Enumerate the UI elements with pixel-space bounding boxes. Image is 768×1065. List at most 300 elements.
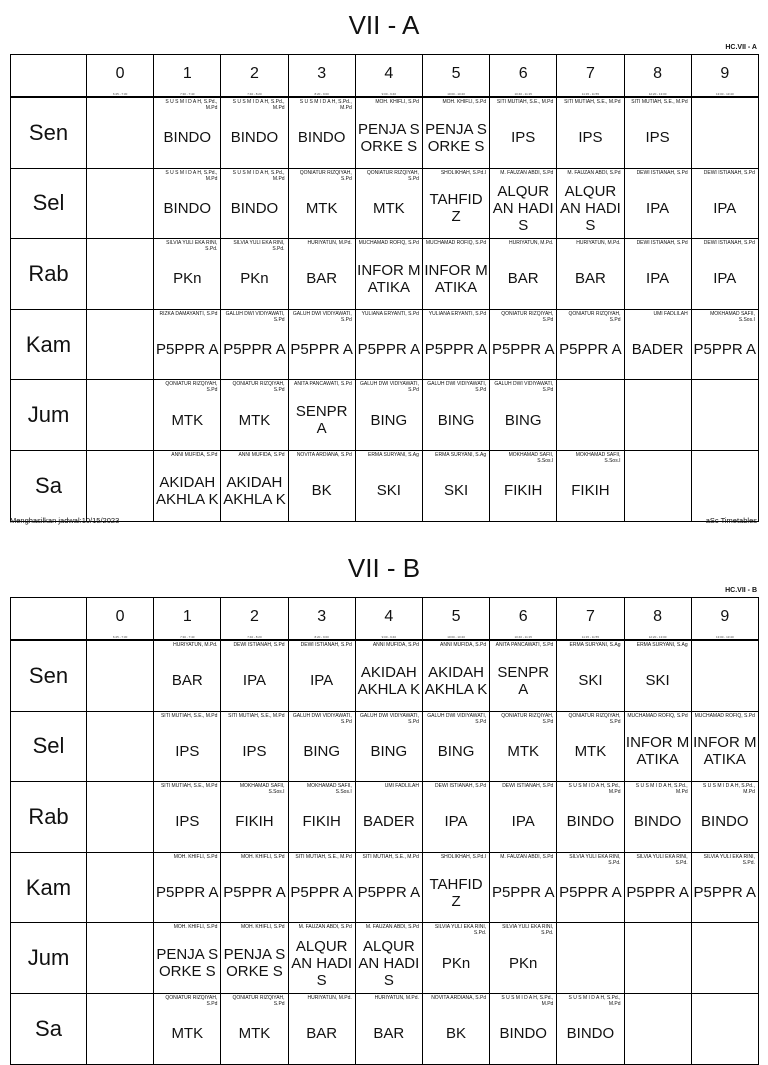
teacher-name: S U S M I D A H, S.Pd., M.Pd bbox=[232, 99, 285, 111]
teacher-name: ANNI MUFIDA, S.Pd bbox=[171, 451, 218, 458]
subject-name: P5PPR A bbox=[491, 341, 555, 359]
teacher-name: MOKHAMAD SAFII, S.Sos.I bbox=[508, 451, 554, 464]
period-time: 10:40 - 11:15 bbox=[514, 92, 532, 96]
subject-name: BINDO bbox=[701, 813, 749, 831]
day-row bbox=[11, 711, 759, 782]
teacher-name: ANITA PANCAWATI, S.Pd bbox=[495, 642, 554, 648]
teacher-name: QONIATUR RIZQIYAH, S.Pd bbox=[165, 381, 218, 394]
period-header bbox=[691, 598, 758, 641]
period-number: 6 bbox=[518, 65, 528, 82]
subject-name: BAR bbox=[306, 1025, 338, 1043]
subject-name: FIKIH bbox=[504, 482, 543, 500]
subject-name: IPS bbox=[175, 742, 200, 760]
day-label-cell bbox=[11, 923, 87, 994]
teacher-name: MOH. KHIFLI, S.Pd bbox=[442, 99, 487, 105]
teacher-name: HURIYATUN, M.Pd. bbox=[576, 240, 621, 247]
class-code: HC.VII - A bbox=[725, 44, 757, 51]
lesson-cell bbox=[87, 993, 154, 1064]
subject-name: BINDO bbox=[566, 813, 615, 831]
subject-name: BING bbox=[370, 411, 408, 429]
period-time: 9:00 - 9:40 bbox=[381, 635, 397, 639]
period-time: 11:15 - 11:55 bbox=[581, 92, 600, 96]
period-number: 7 bbox=[585, 65, 595, 82]
subject-name bbox=[558, 935, 622, 991]
subject-name: MTK bbox=[507, 742, 540, 760]
subject-name: P5PPR A bbox=[290, 884, 353, 902]
subject-name: AKIDAH AKHLA K bbox=[357, 663, 421, 698]
lesson-cell bbox=[490, 711, 557, 782]
subject-name: PENJA SORKE S bbox=[425, 120, 487, 155]
subject-name bbox=[693, 1006, 757, 1062]
subject-name: MTK bbox=[373, 199, 405, 217]
subject-name: BINDO bbox=[230, 129, 279, 147]
teacher-name: GALUH DWI VIDIYAWATI, S.Pd bbox=[292, 712, 352, 725]
teacher-name: HURIYATUN, M.Pd. bbox=[307, 994, 352, 1001]
lesson-cell bbox=[87, 923, 154, 994]
lesson-cell bbox=[490, 993, 557, 1064]
subject-name bbox=[88, 653, 152, 709]
day-label-cell bbox=[11, 640, 87, 711]
teacher-name: QONIATUR RIZQIYAH, S.Pd bbox=[366, 169, 419, 182]
lesson-cell bbox=[691, 923, 758, 994]
lesson-cell bbox=[624, 993, 691, 1064]
teacher-name: S U S M I D A H, S.Pd., M.Pd bbox=[165, 169, 218, 182]
period-header bbox=[557, 598, 624, 641]
period-number: 1 bbox=[182, 608, 192, 625]
lesson-cell bbox=[557, 711, 624, 782]
teacher-name: S U S M I D A H, S.Pd., M.Pd bbox=[568, 994, 621, 1007]
teacher-name: QONIATUR RIZQIYAH, S.Pd bbox=[501, 712, 554, 725]
subject-name: IPA bbox=[713, 199, 737, 217]
subject-name: AKIDAH AKHLA K bbox=[156, 473, 219, 508]
teacher-name: DEWI ISTIANAH, S.Pd bbox=[636, 240, 688, 247]
subject-name: IPA bbox=[713, 270, 737, 288]
subject-name: MTK bbox=[171, 1025, 204, 1043]
period-number: 3 bbox=[317, 608, 327, 625]
period-number: 3 bbox=[317, 65, 327, 82]
subject-name: P5PPR A bbox=[223, 884, 286, 902]
day-label-cell bbox=[11, 711, 87, 782]
day-row bbox=[11, 852, 759, 923]
teacher-name: UMI FADLILAH bbox=[384, 783, 419, 790]
period-header bbox=[288, 598, 355, 641]
subject-name bbox=[693, 653, 757, 709]
lesson-cell bbox=[154, 711, 221, 782]
period-time: 8:20 - 9:00 bbox=[314, 635, 329, 639]
lesson-cell bbox=[624, 640, 691, 711]
subject-name: TAHFID Z bbox=[429, 191, 483, 226]
teacher-name: SILVIA YULI EKA RINI, S.Pd. bbox=[434, 924, 487, 937]
teacher-name: YULIANA ERYANTI, S.Pd bbox=[428, 310, 487, 317]
period-header bbox=[154, 598, 221, 641]
lesson-cell bbox=[288, 993, 355, 1064]
teacher-name: MUCHAMAD ROFIQ, S.Pd bbox=[627, 712, 688, 719]
teacher-name: SITI MUTIAH, S.E., M.Pd bbox=[564, 99, 621, 105]
teacher-name: GALUH DWI VIDIYAWATI, S.Pd bbox=[427, 381, 487, 394]
lesson-cell bbox=[154, 993, 221, 1064]
lesson-cell bbox=[288, 923, 355, 994]
teacher-name: QONIATUR RIZQIYAH, S.Pd bbox=[232, 381, 285, 394]
subject-name: IPA bbox=[646, 270, 670, 288]
teacher-name: MUCHAMAD ROFIQ, S.Pd bbox=[358, 240, 419, 247]
teacher-name: GALUH DWI VIDIYAWATI, S.Pd bbox=[427, 712, 487, 725]
subject-name: BINDO bbox=[163, 199, 212, 217]
teacher-name: QONIATUR RIZQIYAH, S.Pd bbox=[232, 994, 285, 1007]
day-label: Rab bbox=[28, 260, 69, 286]
subject-name: MTK bbox=[574, 742, 607, 760]
teacher-name: NOVITA ARDIANA, S.Pd bbox=[296, 451, 352, 458]
day-row bbox=[11, 993, 759, 1064]
teacher-name: GALUH DWI VIDIYAWATI, S.Pd bbox=[292, 310, 352, 323]
teacher-name: ANNI MUFIDA, S.Pd bbox=[372, 642, 419, 648]
lesson-cell bbox=[221, 852, 288, 923]
period-number: 1 bbox=[182, 65, 192, 82]
lesson-cell bbox=[691, 640, 758, 711]
software-credit: aSc Timetables bbox=[705, 516, 757, 525]
subject-name bbox=[88, 724, 152, 780]
teacher-name: SILVIA YULI EKA RINI, S.Pd. bbox=[166, 240, 218, 253]
subject-name: PENJA SORKE S bbox=[357, 120, 420, 155]
subject-name: P5PPR A bbox=[491, 884, 555, 902]
teacher-name: NOVITA ARDIANA, S.Pd bbox=[431, 994, 487, 1001]
period-header bbox=[355, 598, 422, 641]
teacher-name: QONIATUR RIZQIYAH, S.Pd bbox=[568, 310, 621, 323]
teacher-name: RIZKA DAMAYANTI, S.Pd bbox=[159, 310, 218, 317]
teacher-name: MOKHAMAD SAFII, S.Sos.I bbox=[575, 451, 621, 464]
lesson-cell bbox=[154, 852, 221, 923]
subject-name: PENJA SORKE S bbox=[156, 946, 219, 981]
period-time: 11:15 - 11:55 bbox=[581, 635, 600, 639]
day-label-cell bbox=[11, 852, 87, 923]
subject-name: IPA bbox=[444, 813, 468, 831]
lesson-cell bbox=[288, 852, 355, 923]
day-row bbox=[11, 923, 759, 994]
subject-name: BING bbox=[437, 411, 475, 429]
subject-name: INFOR MATIKA bbox=[693, 734, 757, 769]
period-time: 9:00 - 9:40 bbox=[381, 92, 397, 96]
period-number: 2 bbox=[250, 65, 259, 82]
subject-name: INFOR MATIKA bbox=[424, 261, 488, 296]
period-header-row bbox=[11, 598, 759, 641]
subject-name: BAR bbox=[373, 1025, 405, 1043]
subject-name: BING bbox=[303, 742, 340, 760]
subject-name: P5PPR A bbox=[223, 341, 286, 359]
teacher-name: QONIATUR RIZQIYAH, S.Pd bbox=[568, 712, 621, 725]
subject-name: P5PPR A bbox=[559, 341, 622, 359]
period-time: 12:20 - 13:00 bbox=[648, 92, 667, 96]
lesson-cell bbox=[422, 782, 489, 853]
teacher-name: ERMA SURYANI, S.Ag bbox=[367, 451, 419, 458]
lesson-cell bbox=[288, 711, 355, 782]
teacher-name: MOH. KHIFLI, S.Pd bbox=[173, 924, 218, 931]
subject-name: BINDO bbox=[633, 813, 682, 831]
subject-name: FIKIH bbox=[571, 482, 610, 500]
period-header bbox=[221, 598, 288, 641]
subject-name: P5PPR A bbox=[693, 884, 757, 902]
teacher-name: SITI MUTIAH, S.E., M.Pd bbox=[362, 853, 419, 860]
day-label-cell bbox=[11, 993, 87, 1064]
day-label: Jum bbox=[27, 945, 70, 971]
subject-name: BINDO bbox=[230, 199, 279, 217]
lesson-cell bbox=[557, 923, 624, 994]
subject-name: AKIDAH AKHLA K bbox=[223, 473, 286, 508]
teacher-name: MOH. KHIFLI, S.Pd bbox=[240, 924, 285, 931]
day-label: Rab bbox=[28, 803, 69, 829]
period-time: 7:30 - 7:40 bbox=[180, 635, 195, 639]
day-row bbox=[11, 640, 759, 711]
teacher-name: DEWI ISTIANAH, S.Pd bbox=[233, 642, 285, 648]
teacher-name: ANNI MUFIDA, S.Pd bbox=[238, 451, 285, 458]
subject-name: SKI bbox=[645, 672, 670, 690]
lesson-cell bbox=[87, 711, 154, 782]
teacher-name: MUCHAMAD ROFIQ, S.Pd bbox=[425, 240, 487, 247]
subject-name bbox=[693, 935, 757, 991]
period-number: 0 bbox=[115, 608, 125, 625]
day-label: Sa bbox=[35, 1015, 62, 1041]
subject-name: INFOR MATIKA bbox=[625, 734, 690, 769]
lesson-cell bbox=[624, 711, 691, 782]
lesson-cell bbox=[87, 782, 154, 853]
teacher-name: SITI MUTIAH, S.E., M.Pd bbox=[160, 783, 218, 790]
teacher-name: SILVIA YULI EKA RINI, S.Pd. bbox=[703, 853, 755, 866]
subject-name: IPS bbox=[242, 742, 267, 760]
lesson-cell bbox=[422, 923, 489, 994]
subject-name: BING bbox=[504, 411, 542, 429]
subject-name: IPS bbox=[511, 129, 536, 147]
day-row bbox=[11, 782, 759, 853]
period-number: 4 bbox=[384, 65, 394, 82]
timetable-title: VII - B bbox=[347, 553, 421, 583]
subject-name: MTK bbox=[305, 199, 338, 217]
subject-name: P5PPR A bbox=[156, 884, 219, 902]
subject-name bbox=[88, 865, 152, 921]
day-label: Kam bbox=[25, 331, 72, 357]
subject-name: BK bbox=[311, 482, 332, 500]
subject-name: PENJA SORKE S bbox=[223, 946, 286, 981]
day-label: Jum bbox=[27, 402, 70, 428]
teacher-name: DEWI ISTIANAH, S.Pd bbox=[703, 169, 755, 176]
lesson-cell bbox=[154, 640, 221, 711]
teacher-name: SILVIA YULI EKA RINI, S.Pd. bbox=[636, 853, 688, 866]
teacher-name: SILVIA YULI EKA RINI, S.Pd. bbox=[233, 240, 285, 253]
teacher-name: S U S M I D A H, S.Pd., M.Pd bbox=[702, 783, 755, 796]
teacher-name: SHOLIKHAH, S.Pd.I bbox=[440, 169, 487, 176]
subject-name: BAR bbox=[507, 270, 539, 288]
teacher-name: ANITA PANCAWATI, S.Pd bbox=[294, 381, 352, 388]
teacher-name: M. FAUZAN ABDI, S.Pd bbox=[567, 169, 621, 176]
subject-name: IPS bbox=[645, 129, 670, 147]
period-time: 13:00 - 13:40 bbox=[715, 92, 734, 96]
lesson-cell bbox=[557, 640, 624, 711]
teacher-name: SHOLIKHAH, S.Pd.I bbox=[440, 853, 487, 860]
subject-name: BADER bbox=[631, 341, 684, 359]
subject-name: IPA bbox=[310, 672, 334, 690]
lesson-cell bbox=[87, 852, 154, 923]
class-code: HC.VII - B bbox=[725, 587, 757, 594]
lesson-cell bbox=[221, 782, 288, 853]
period-number: 5 bbox=[451, 608, 461, 625]
teacher-name: SITI MUTIAH, S.E., M.Pd bbox=[160, 712, 218, 719]
teacher-name: ERMA SURYANI, S.Ag bbox=[569, 642, 621, 648]
lesson-cell bbox=[691, 711, 758, 782]
subject-name: ALQUR AN HADIS bbox=[492, 182, 554, 234]
teacher-name: SILVIA YULI EKA RINI, S.Pd. bbox=[502, 924, 554, 937]
teacher-name: DEWI ISTIANAH, S.Pd bbox=[636, 169, 688, 176]
subject-name: IPS bbox=[175, 813, 200, 831]
period-time: 8:20 - 9:00 bbox=[314, 92, 329, 96]
period-number: 9 bbox=[720, 608, 730, 625]
teacher-name: SITI MUTIAH, S.E., M.Pd bbox=[295, 853, 352, 860]
subject-name: BINDO bbox=[499, 1025, 547, 1043]
teacher-name: GALUH DWI VIDIYAWATI, S.Pd bbox=[360, 712, 419, 725]
lesson-cell bbox=[422, 711, 489, 782]
period-number: 0 bbox=[115, 65, 125, 82]
subject-name: P5PPR A bbox=[559, 884, 622, 902]
day-label: Sen bbox=[28, 119, 69, 145]
subject-name: PKn bbox=[509, 954, 538, 972]
teacher-name: S U S M I D A H, S.Pd., M.Pd bbox=[501, 994, 554, 1007]
teacher-name: QONIATUR RIZQIYAH, S.Pd bbox=[299, 169, 352, 182]
teacher-name: ANNI MUFIDA, S.Pd bbox=[440, 642, 487, 648]
subject-name: INFOR MATIKA bbox=[357, 261, 421, 296]
teacher-name: QONIATUR RIZQIYAH, S.Pd bbox=[501, 310, 554, 323]
period-time: 12:20 - 13:00 bbox=[648, 635, 667, 639]
lesson-cell bbox=[691, 852, 758, 923]
period-time: 7:40 - 8:20 bbox=[247, 635, 262, 639]
period-number: 8 bbox=[653, 65, 663, 82]
subject-name bbox=[88, 935, 152, 991]
subject-name: BINDO bbox=[163, 129, 212, 147]
teacher-name: MOKHAMAD SAFII, S.Sos.I bbox=[710, 310, 755, 323]
teacher-name: M. FAUZAN ABDI, S.Pd bbox=[298, 924, 352, 931]
teacher-name: HURIYATUN, M.Pd. bbox=[509, 240, 554, 247]
period-time: 7:40 - 8:20 bbox=[247, 92, 262, 96]
subject-name: ALQUR AN HADIS bbox=[559, 182, 621, 234]
lesson-cell bbox=[221, 711, 288, 782]
teacher-name: HURIYATUN, M.Pd. bbox=[307, 240, 352, 247]
teacher-name: ERMA SURYANI, S.Ag bbox=[435, 451, 487, 458]
lesson-cell bbox=[422, 993, 489, 1064]
subject-name: MTK bbox=[238, 411, 271, 429]
subject-name: MTK bbox=[238, 1025, 271, 1043]
subject-name: PKn bbox=[441, 954, 471, 972]
period-time: 6:45 - 7:30 bbox=[112, 635, 128, 639]
teacher-name: MOH. KHIFLI, S.Pd bbox=[375, 99, 419, 105]
teacher-name: M. FAUZAN ABDI, S.Pd bbox=[500, 169, 554, 176]
subject-name bbox=[626, 1006, 690, 1062]
subject-name: ALQUR AN HADIS bbox=[358, 937, 420, 989]
period-time: 13:00 - 13:40 bbox=[715, 635, 734, 639]
lesson-cell bbox=[624, 782, 691, 853]
lesson-cell bbox=[288, 782, 355, 853]
teacher-name: MOKHAMAD SAFII, S.Sos.I bbox=[239, 783, 285, 796]
teacher-name: GALUH DWI VIDIYAWATI, S.Pd bbox=[494, 381, 554, 394]
subject-name: P5PPR A bbox=[357, 341, 421, 359]
subject-name: BING bbox=[370, 742, 408, 760]
subject-name: SKI bbox=[443, 482, 469, 500]
lesson-cell bbox=[355, 782, 422, 853]
period-header bbox=[624, 598, 691, 641]
day-label: Kam bbox=[25, 874, 72, 900]
subject-name: P5PPR A bbox=[156, 341, 219, 359]
period-number: 7 bbox=[585, 608, 595, 625]
teacher-name: SITI MUTIAH, S.E., M.Pd bbox=[228, 712, 285, 719]
subject-name: IPA bbox=[646, 199, 670, 217]
period-header bbox=[490, 598, 557, 641]
lesson-cell bbox=[490, 782, 557, 853]
teacher-name: M. FAUZAN ABDI, S.Pd bbox=[365, 924, 419, 931]
lesson-cell bbox=[691, 782, 758, 853]
lesson-cell bbox=[624, 923, 691, 994]
day-label: Sel bbox=[32, 733, 65, 759]
period-number: 2 bbox=[250, 608, 259, 625]
teacher-name: GALUH DWI VIDIYAWATI, S.Pd bbox=[225, 310, 285, 323]
lesson-cell bbox=[154, 782, 221, 853]
day-label-cell bbox=[11, 782, 87, 853]
subject-name: MTK bbox=[171, 411, 204, 429]
subject-name: BING bbox=[437, 742, 475, 760]
subject-name: ALQUR AN HADIS bbox=[291, 937, 353, 989]
teacher-name: MOH. KHIFLI, S.Pd bbox=[240, 853, 285, 860]
subject-name: BAR bbox=[574, 270, 606, 288]
teacher-name: S U S M I D A H, S.Pd., M.Pd bbox=[568, 783, 621, 796]
lesson-cell bbox=[221, 993, 288, 1064]
lesson-cell bbox=[221, 923, 288, 994]
period-header bbox=[422, 598, 489, 641]
subject-name: BADER bbox=[363, 813, 415, 831]
lesson-cell bbox=[490, 923, 557, 994]
teacher-name: QONIATUR RIZQIYAH, S.Pd bbox=[165, 994, 218, 1007]
subject-name: SENPR A bbox=[497, 663, 550, 698]
teacher-name: DEWI ISTIANAH, S.Pd bbox=[703, 240, 755, 247]
lesson-cell bbox=[221, 640, 288, 711]
lesson-cell bbox=[355, 711, 422, 782]
teacher-name: MOKHAMAD SAFII, S.Sos.I bbox=[307, 783, 352, 796]
period-time: 10:40 - 11:15 bbox=[514, 635, 532, 639]
teacher-name: SILVIA YULI EKA RINI, S.Pd. bbox=[569, 853, 621, 866]
teacher-name: MUCHAMAD ROFIQ, S.Pd bbox=[694, 712, 755, 719]
subject-name bbox=[88, 794, 152, 850]
subject-name: P5PPR A bbox=[693, 341, 757, 359]
teacher-name: HURIYATUN, M.Pd. bbox=[173, 642, 218, 648]
subject-name: BINDO bbox=[566, 1025, 615, 1043]
subject-name: SKI bbox=[578, 672, 603, 690]
lesson-cell bbox=[490, 640, 557, 711]
teacher-name: M. FAUZAN ABDI, S.Pd bbox=[500, 853, 554, 860]
lesson-cell bbox=[490, 852, 557, 923]
subject-name bbox=[88, 1006, 152, 1062]
timetable-title: VII - A bbox=[348, 10, 420, 40]
subject-name: P5PPR A bbox=[357, 884, 421, 902]
teacher-name: SITI MUTIAH, S.E., M.Pd bbox=[496, 99, 554, 105]
lesson-cell bbox=[355, 640, 422, 711]
teacher-name: UMI FADLILAH bbox=[653, 310, 688, 317]
subject-name: AKIDAH AKHLA K bbox=[424, 663, 488, 698]
lesson-cell bbox=[691, 993, 758, 1064]
subject-name: BK bbox=[446, 1025, 467, 1043]
lesson-cell bbox=[355, 852, 422, 923]
lesson-cell bbox=[87, 640, 154, 711]
teacher-name: SITI MUTIAH, S.E., M.Pd bbox=[631, 99, 688, 105]
period-number: 4 bbox=[384, 608, 394, 625]
subject-name: FIKIH bbox=[302, 813, 341, 831]
subject-name: IPA bbox=[511, 813, 535, 831]
subject-name: IPA bbox=[242, 672, 266, 690]
subject-name: SKI bbox=[376, 482, 401, 500]
teacher-name: GALUH DWI VIDIYAWATI, S.Pd bbox=[360, 381, 419, 394]
teacher-name: DEWI ISTIANAH, S.Pd bbox=[502, 783, 554, 790]
teacher-name: YULIANA ERYANTI, S.Pd bbox=[361, 310, 419, 317]
